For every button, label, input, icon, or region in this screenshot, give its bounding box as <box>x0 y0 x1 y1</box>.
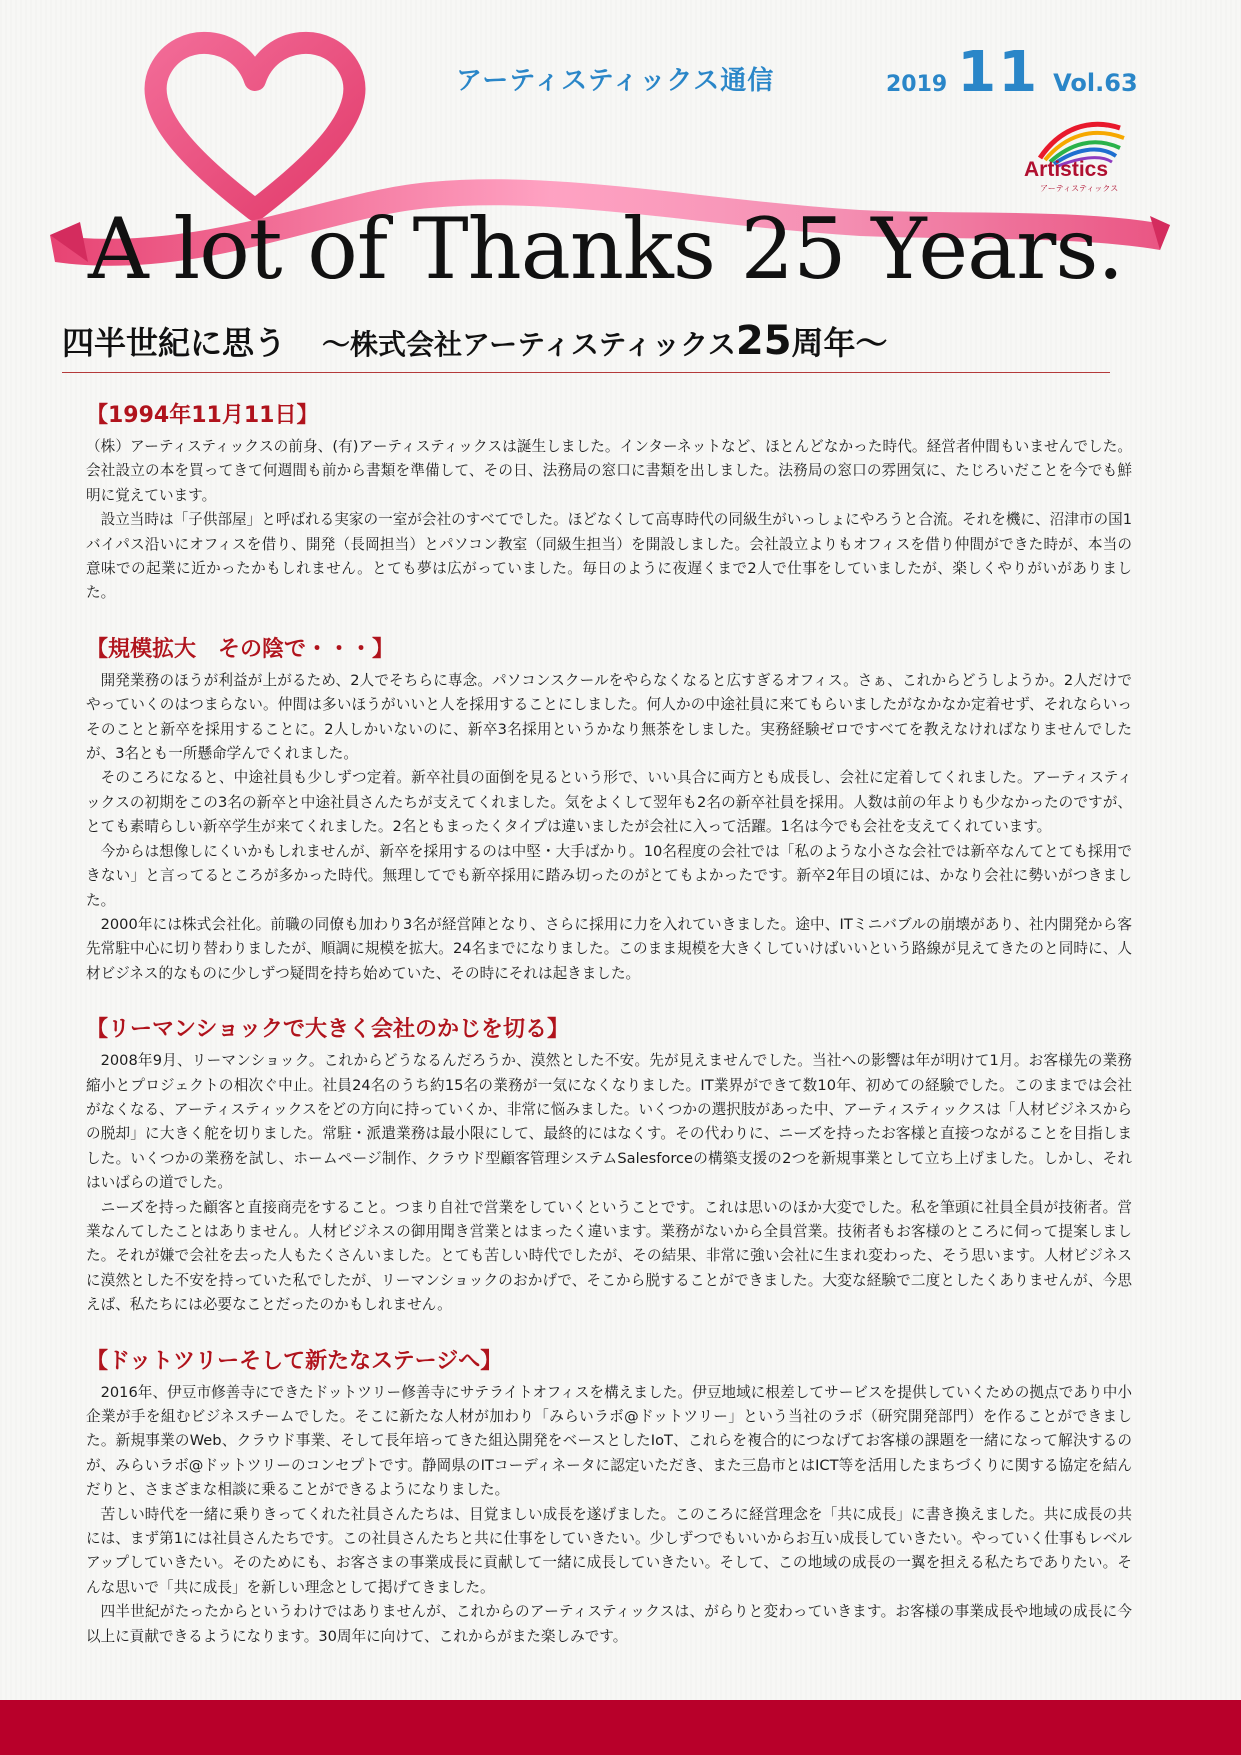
paragraph: ニーズを持った顧客と直接商売をすること。つまり自社で営業をしていくということです。これは思いのほか大変でした。私を筆頭に社員全員が技術者。営業なんてしたことはありません。人材ビジネスの御用聞き営業とはまったく違います。業務がないから全員営業。技術者もお客様のところに伺って提案しました。それが嫌で会社を去った人もたくさんいました。とても苦しい時代でしたが、その結果、非常に強い会社に生まれ変わった、そう思います。人材ビジネスに漠然とした不安を持っていた私でしたが、リーマンショックのおかげで、そこから脱することができました。大変な経験で二度としたくありませんが、今思えば、私たちには必要なことだったのかもしれません。 <box>86 1198 1132 1314</box>
subtitle <box>62 318 888 364</box>
logo-subtext: アーティスティックス <box>1040 184 1119 193</box>
paragraph: 2008年9月、リーマンショック。これからどうなるんだろうか、漠然とした不安。先が見えませんでした。当社への影響は年が明けて1月。お客様先の業務縮小とプロジェクトの相次ぐ中止。社員24名のうち約15名の業務が一気になくなりました。IT業界ができて数10年、初めての経験でした。このままでは会社がなくなる、アーティスティックスをどの方向に持っていくか、非常に悩みました。いくつかの選択肢があった中、アーティスティックスは「人材ビジネスからの脱却」に大きく舵を切りました。常駐・派遣業務は最小限にして、最終的にはなくす。その代わりに、ニーズを持ったお客様と直接つながることを目指しました。いくつかの業務を試し、ホームページ制作、クラウド型顧客管理システムSalesforceの構築支援の2つを新規事業として立ち上げました。しかし、それはいばらの道でした。 <box>86 1052 1132 1192</box>
footer-bar <box>0 1700 1241 1755</box>
section-title: 【リーマンショックで大きく会社のかじを切る】 <box>86 1017 570 1043</box>
paragraph: そのころになると、中途社員も少しずつ定着。新卒社員の面倒を見るという形で、いい具合に両方とも成長し、会社に定着してくれました。アーティスティックスの初期をこの3名の新卒と中途社員さんたちが支えてくれました。気をよくして翌年も2名の新卒社員を採用。人数は前の年よりも少なかったのですが、とても素晴らしい新卒学生が来てくれました。2名ともまったくタイプは違いましたが会社に入って活躍。1名は今でも会社を支えてくれています。 <box>86 769 1132 836</box>
section-expansion <box>86 632 1132 986</box>
subtitle-part-c: 周年～ <box>791 324 888 362</box>
main-title: A lot of Thanks 25 Years. <box>88 200 1124 298</box>
issue-volume: Vol.63 <box>1053 69 1138 97</box>
section-dottree <box>86 1344 1132 1649</box>
issue-month: 11 <box>957 40 1040 105</box>
article-body <box>86 398 1132 1675</box>
paragraph: 開発業務のほうが利益が上がるため、2人でそちらに専念。パソコンスクールをやらなくなると広すぎるオフィス。さぁ、これからどうしようか。2人だけでやっていくのはつまらない。仲間は多いほうがいいと人を採用することにしました。何人かの中途社員に来てもらいましたがなかなか定着せず、それならいっそのことと新卒を採用することに。2人しかいないのに、新卒3名採用というかなり無茶をしました。実務経験ゼロですべてを教えなければなりませんでしたが、3名とも一所懸命学んでくれました。 <box>86 671 1132 763</box>
section-lehman-shock <box>86 1012 1132 1317</box>
logo-wordmark: Artistics <box>1024 158 1109 181</box>
paragraph: 2000年には株式会社化。前職の同僚も加わり3名が経営陣となり、さらに採用に力を入れていきました。途中、ITミニバブルの崩壊があり、社内開発から客先常駐中心に切り替わりましたが、順調に規模を拡大。24名までになりました。このまま規模を大きくしていけばいいという路線が見えてきたのと同時に、人材ビジネス的なものに少しずつ疑問を持ち始めていた、その時にそれは起きました。 <box>86 915 1132 982</box>
section-1994 <box>86 398 1132 606</box>
paragraph: 今からは想像しにくいかもしれませんが、新卒を採用するのは中堅・大手ばかり。10名程度の会社では「私のような小さな会社では新卒なんてとても採用できない」と言ってるところが多かった時代。無理してでも新卒採用に踏み切ったのがとてもよかったです。新卒2年目の頃には、かなり会社に勢いがつきました。 <box>86 842 1132 909</box>
paragraph: 設立当時は「子供部屋」と呼ばれる実家の一室が会社のすべてでした。ほどなくして高専時代の同級生がいっしょにやろうと合流。それを機に、沼津市の国1バイパス沿いにオフィスを借り、開発（長岡担当）とパソコン教室（同級生担当）を開設しました。会社設立よりもオフィスを借り仲間ができた時が、本当の意味での起業に近かったかもしれません。とても夢は広がっていました。毎日のように夜遅くまで2人で仕事をしていましたが、楽しくやりがいがありました。 <box>86 511 1132 602</box>
paragraph: （株）アーティスティックスの前身、(有)アーティスティックスは誕生しました。インターネットなど、ほとんどなかった時代。経営者仲間もいませんでした。会社設立の本を買ってきて何週間も前から書類を準備して、その日、法務局の窓口に書類を出しました。法務局の窓口の雰囲気に、たじろいだことを今でも鮮明に覚えています。 <box>86 438 1132 504</box>
subtitle-part-b: ～株式会社アーティスティックス <box>322 328 736 361</box>
paragraph: 2016年、伊豆市修善寺にできたドットツリー修善寺にサテライトオフィスを構えました。伊豆地域に根差してサービスを提供していくための拠点であり中小企業が手を組むビジネスチームでした。そこに新たな人材が加わり「みらいラボ@ドットツリー」という当社のラボ（研究開発部門）を作ることができました。新規事業のWeb、クラウド事業、そして長年培ってきた組込開発をベースとしたIoT、これらを複合的につなげてお客様の課題を一緒になって解決するのが、みらいラボ@ドットツリーのコンセプトです。静岡県のITコーディネータに認定いただき、また三島市とはICT等を活用したまちづくりに関する協定を結んだりと、さまざまな相談に乗ることができるようになりました。 <box>86 1383 1132 1499</box>
issue-year: 2019 <box>886 72 948 97</box>
subtitle-part-a: 四半世紀に思う <box>62 324 287 362</box>
section-title: 【1994年11月11日】 <box>86 403 319 428</box>
paragraph: 苦しい時代を一緒に乗りきってくれた社員さんたちは、目覚ましい成長を遂げました。このころに経営理念を「共に成長」に書き換えました。共に成長の共には、まず第1には社員さんたちです。この社員さんたちと共に仕事をしていきたい。少しずつでもいいからお互い成長していきたい。やっていく仕事もレベルアップしていきたい。そのためにも、お客さまの事業成長に貢献して一緒に成長していきたい。そして、この地域の成長の一翼を担える私たちでありたい。そんな思いで「共に成長」を新しい理念として掲げてきました。 <box>86 1505 1132 1596</box>
subtitle-number: 25 <box>735 318 792 364</box>
section-title: 【規模拡大 その陰で・・・】 <box>86 636 395 662</box>
section-title: 【ドットツリーそして新たなステージへ】 <box>86 1348 503 1374</box>
title-divider <box>62 372 1110 373</box>
newsletter-name: アーティスティックス通信 <box>456 66 775 96</box>
issue-info <box>886 40 1138 105</box>
heart-shape <box>156 43 355 210</box>
paragraph: 四半世紀がたったからというわけではありませんが、これからのアーティスティックスは、がらりと変わっていきます。お客様の事業成長や地域の成長に今以上に貢献できるようになります。30周年に向けて、これからがまた楽しみです。 <box>86 1603 1132 1645</box>
